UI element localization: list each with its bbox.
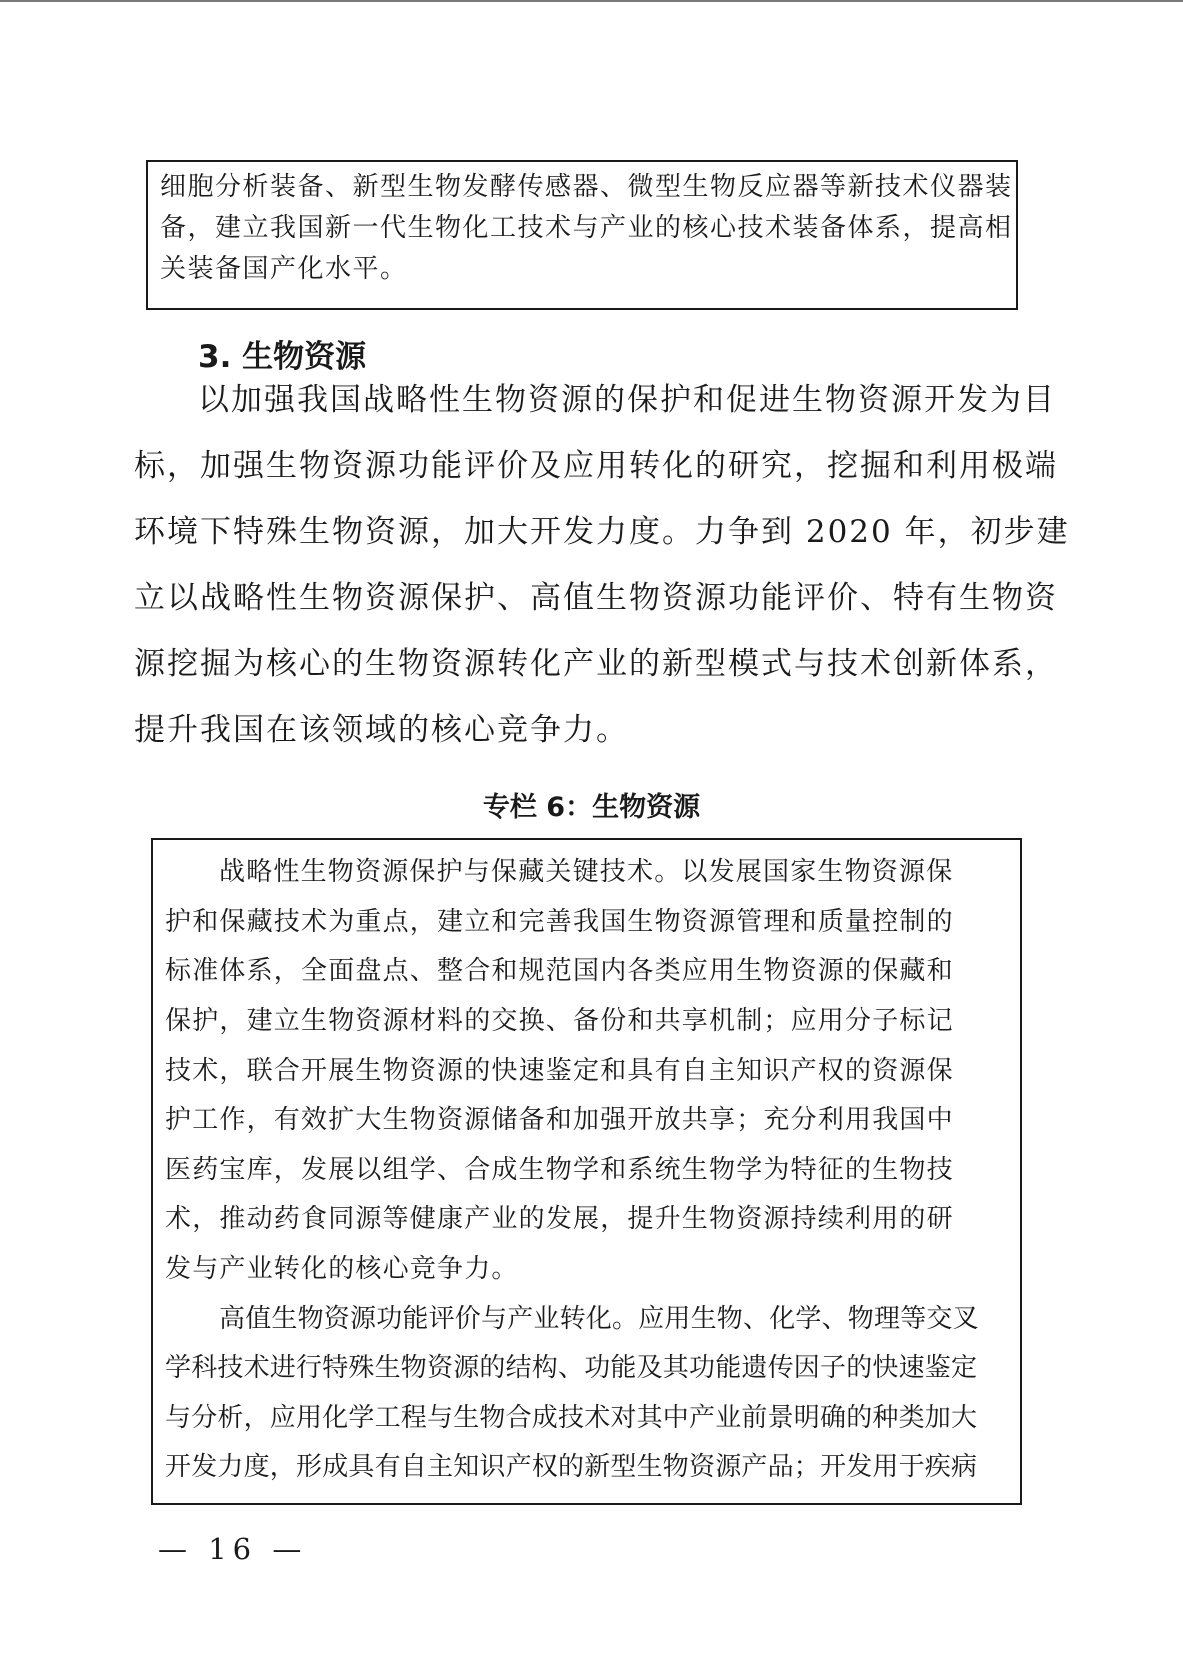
column-line: 护工作，有效扩大生物资源储备和加强开放共享；充分利用我国中 xyxy=(165,1105,954,1135)
continued-column-box xyxy=(146,160,1018,310)
paragraph-line: 立以战略性生物资源保护、高值生物资源功能评价、特有生物资 xyxy=(134,580,1058,616)
column-line: 开发力度，形成具有自主知识产权的新型生物资源产品；开发用于疾病 xyxy=(165,1452,978,1482)
column-line: 医药宝库，发展以组学、合成生物学和系统生物学为特征的生物技 xyxy=(165,1155,954,1185)
column-line: 标准体系，全面盘点、整合和规范国内各类应用生物资源的保藏和 xyxy=(165,956,954,986)
column-title: 专栏 6：生物资源 xyxy=(482,792,701,823)
column-box xyxy=(151,838,1022,1505)
paragraph-line: 源挖掘为核心的生物资源转化产业的新型模式与技术创新体系， xyxy=(134,646,1058,682)
paragraph-line: 提升我国在该领域的核心竞争力。 xyxy=(134,712,629,748)
column-line: 发与产业转化的核心竞争力。 xyxy=(165,1254,519,1284)
continued-column-line: 关装备国产化水平。 xyxy=(160,254,408,284)
section-heading: 3. 生物资源 xyxy=(198,339,367,375)
column-line: 保护，建立生物资源材料的交换、备份和共享机制；应用分子标记 xyxy=(165,1006,954,1036)
column-line: 学科技术进行特殊生物资源的结构、功能及其功能遗传因子的快速鉴定 xyxy=(165,1353,978,1383)
page-number: — 16 — xyxy=(158,1532,308,1566)
column-line: 技术，联合开展生物资源的快速鉴定和具有自主知识产权的资源保 xyxy=(165,1056,954,1086)
continued-column-line: 备，建立我国新一代生物化工技术与产业的核心技术装备体系，提高相 xyxy=(160,213,1013,243)
continued-column-line: 细胞分析装备、新型生物发酵传感器、微型生物反应器等新技术仪器装 xyxy=(160,172,1013,202)
column-line: 与分析，应用化学工程与生物合成技术对其中产业前景明确的种类加大 xyxy=(165,1403,978,1433)
paragraph-line: 环境下特殊生物资源，加大开发力度。力争到 2020 年，初步建 xyxy=(134,514,1070,550)
column-line: 术，推动药食同源等健康产业的发展，提升生物资源持续利用的研 xyxy=(165,1204,954,1234)
top-edge-rule xyxy=(0,0,1183,2)
column-line: 高值生物资源功能评价与产业转化。应用生物、化学、物理等交叉 xyxy=(219,1304,979,1334)
column-line: 战略性生物资源保护与保藏关键技术。以发展国家生物资源保 xyxy=(219,857,954,887)
column-line: 护和保藏技术为重点，建立和完善我国生物资源管理和质量控制的 xyxy=(165,907,954,937)
paragraph-line: 以加强我国战略性生物资源的保护和促进生物资源开发为目 xyxy=(198,382,1056,418)
paragraph-line: 标，加强生物资源功能评价及应用转化的研究，挖掘和利用极端 xyxy=(134,448,1058,484)
